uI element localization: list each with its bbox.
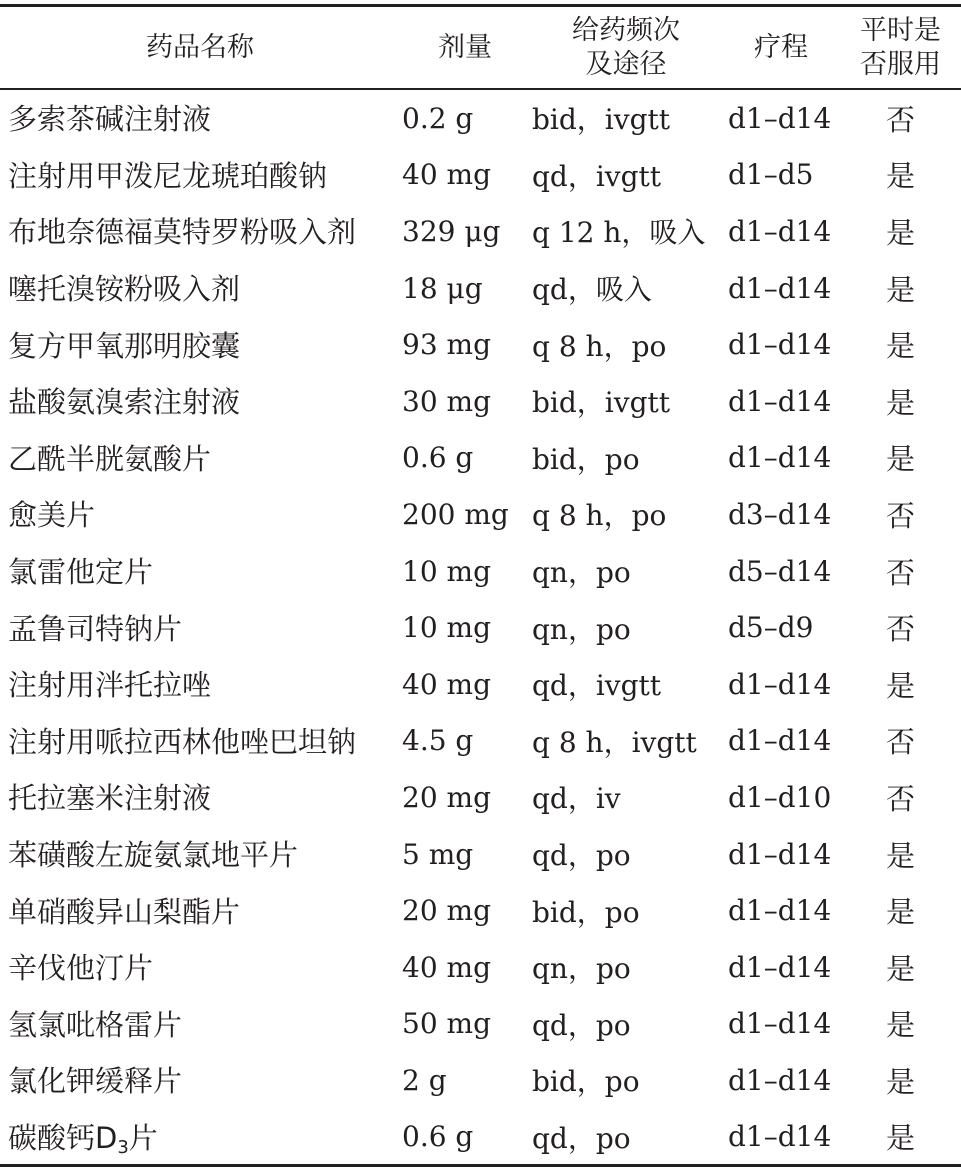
frequency-route-cell xyxy=(530,1109,722,1166)
frequency-route-cell xyxy=(530,713,722,770)
drug-name-cell xyxy=(0,1052,400,1109)
usual-use-value: 是 xyxy=(885,1064,915,1099)
drug-name: 氯化钾缓释片 xyxy=(8,1064,183,1099)
dose-cell xyxy=(400,882,530,939)
dose-cell xyxy=(400,89,530,147)
usual-use-value: 否 xyxy=(885,612,915,647)
frequency-route-value: q 12 h，吸入 xyxy=(532,216,706,250)
drug-name: 氢氯吡格雷片 xyxy=(8,1007,183,1042)
dose-value: 40 mg xyxy=(402,950,492,984)
course-cell xyxy=(722,89,840,147)
table-row xyxy=(0,826,961,883)
dose-value: 0.6 g xyxy=(402,441,474,475)
table-row xyxy=(0,656,961,713)
course-value: d3–d14 xyxy=(728,497,832,531)
dose-value: 5 mg xyxy=(402,837,474,871)
dose-value: 40 mg xyxy=(402,158,492,192)
frequency-route-value: qn，po xyxy=(532,952,631,986)
frequency-route-cell xyxy=(530,430,722,487)
drug-name: 单硝酸异山梨酯片 xyxy=(8,894,241,929)
usual-use-value: 否 xyxy=(885,725,915,760)
usual-use-cell xyxy=(840,656,961,713)
table-row xyxy=(0,373,961,430)
drug-name-cell xyxy=(0,826,400,883)
course-value: d1–d14 xyxy=(728,1007,832,1041)
frequency-route-value: bid，ivgtt xyxy=(532,386,671,420)
dose-cell xyxy=(400,713,530,770)
course-value: d1–d14 xyxy=(728,101,832,135)
course-cell xyxy=(722,1109,840,1166)
course-value: d1–d14 xyxy=(728,950,832,984)
frequency-route-cell xyxy=(530,939,722,996)
drug-name-cell xyxy=(0,203,400,260)
usual-use-value: 否 xyxy=(885,102,915,137)
table-row xyxy=(0,996,961,1053)
drug-name-cell xyxy=(0,1109,400,1166)
course-value: d1–d5 xyxy=(728,158,814,192)
drug-name: 复方甲氧那明胶囊 xyxy=(8,328,241,363)
drug-name: 氯雷他定片 xyxy=(8,555,154,590)
usual-use-value: 是 xyxy=(885,272,915,307)
dose-cell xyxy=(400,769,530,826)
usual-use-cell xyxy=(840,486,961,543)
frequency-route-value: qd，po xyxy=(532,1121,631,1155)
dose-cell xyxy=(400,316,530,373)
header-frequency-line1: 给药频次 xyxy=(572,15,680,46)
dose-value: 0.6 g xyxy=(402,1120,474,1154)
drug-name: 辛伐他汀片 xyxy=(8,951,154,986)
frequency-route-cell xyxy=(530,543,722,600)
dose-cell xyxy=(400,543,530,600)
frequency-route-cell xyxy=(530,656,722,713)
course-value: d1–d14 xyxy=(728,894,832,928)
drug-name-cell xyxy=(0,882,400,939)
header-drug-name-text: 药品名称 xyxy=(146,32,254,63)
dose-value: 93 mg xyxy=(402,328,492,362)
drug-name-cell xyxy=(0,486,400,543)
frequency-route-cell xyxy=(530,486,722,543)
table-row xyxy=(0,713,961,770)
usual-use-cell xyxy=(840,882,961,939)
table-row xyxy=(0,316,961,373)
frequency-route-cell xyxy=(530,147,722,204)
drug-name-cell xyxy=(0,996,400,1053)
course-cell xyxy=(722,939,840,996)
table-row xyxy=(0,882,961,939)
dose-value: 10 mg xyxy=(402,611,492,645)
drug-name-cell xyxy=(0,656,400,713)
dose-value: 4.5 g xyxy=(402,724,474,758)
dose-value: 329 μg xyxy=(402,214,501,248)
usual-use-cell xyxy=(840,89,961,147)
usual-use-cell xyxy=(840,1052,961,1109)
dose-cell xyxy=(400,1052,530,1109)
drug-name-cell xyxy=(0,373,400,430)
table-body xyxy=(0,89,961,1165)
frequency-route-value: bid，po xyxy=(532,442,640,476)
dose-cell xyxy=(400,147,530,204)
course-cell xyxy=(722,769,840,826)
usual-use-cell xyxy=(840,826,961,883)
header-row xyxy=(0,8,961,89)
frequency-route-cell xyxy=(530,316,722,373)
frequency-route-value: qd，ivgtt xyxy=(532,669,662,703)
frequency-route-value: bid，po xyxy=(532,895,640,929)
drug-name: 孟鲁司特钠片 xyxy=(8,611,183,646)
course-cell xyxy=(722,826,840,883)
usual-use-value: 是 xyxy=(885,329,915,364)
frequency-route-value: q 8 h，po xyxy=(532,329,667,363)
frequency-route-cell xyxy=(530,826,722,883)
course-cell xyxy=(722,373,840,430)
frequency-route-cell xyxy=(530,203,722,260)
usual-use-cell xyxy=(840,260,961,317)
frequency-route-value: qd，ivgtt xyxy=(532,159,662,193)
drug-name: 噻托溴铵粉吸入剂 xyxy=(8,272,241,307)
table-row xyxy=(0,1109,961,1166)
medication-table xyxy=(0,8,961,1165)
bottom-rule xyxy=(0,1164,961,1167)
header-frequency-route xyxy=(530,8,722,89)
table-row xyxy=(0,203,961,260)
drug-name-cell xyxy=(0,599,400,656)
course-value: d1–d14 xyxy=(728,1120,832,1154)
usual-use-value: 是 xyxy=(885,159,915,194)
frequency-route-value: qn，po xyxy=(532,612,631,646)
usual-use-value: 是 xyxy=(885,442,915,477)
course-cell xyxy=(722,486,840,543)
table-row xyxy=(0,1052,961,1109)
dose-value: 2 g xyxy=(402,1063,447,1097)
course-value: d1–d14 xyxy=(728,667,832,701)
header-usual-line1: 平时是 xyxy=(860,15,941,46)
usual-use-cell xyxy=(840,939,961,996)
course-cell xyxy=(722,260,840,317)
drug-name-cell xyxy=(0,713,400,770)
frequency-route-value: qd，po xyxy=(532,839,631,873)
usual-use-cell xyxy=(840,769,961,826)
drug-name: 苯磺酸左旋氨氯地平片 xyxy=(8,838,299,873)
drug-name-cell xyxy=(0,543,400,600)
top-rule xyxy=(0,4,961,7)
course-cell xyxy=(722,543,840,600)
drug-name: 注射用甲泼尼龙琥珀酸钠 xyxy=(8,158,328,193)
table-row xyxy=(0,260,961,317)
header-dose xyxy=(400,8,530,89)
dose-cell xyxy=(400,1109,530,1166)
dose-cell xyxy=(400,826,530,883)
dose-cell xyxy=(400,430,530,487)
frequency-route-cell xyxy=(530,89,722,147)
table-header xyxy=(0,8,961,89)
table-row xyxy=(0,543,961,600)
drug-name: 乙酰半胱氨酸片 xyxy=(8,441,212,476)
dose-value: 40 mg xyxy=(402,667,492,701)
frequency-route-value: qd，iv xyxy=(532,782,621,816)
course-cell xyxy=(722,430,840,487)
usual-use-value: 是 xyxy=(885,838,915,873)
frequency-route-cell xyxy=(530,260,722,317)
course-value: d1–d14 xyxy=(728,214,832,248)
frequency-route-value: qn，po xyxy=(532,556,631,590)
dose-cell xyxy=(400,260,530,317)
drug-name-cell xyxy=(0,260,400,317)
usual-use-cell xyxy=(840,543,961,600)
usual-use-value: 是 xyxy=(885,895,915,930)
table-row xyxy=(0,147,961,204)
usual-use-cell xyxy=(840,430,961,487)
course-cell xyxy=(722,713,840,770)
header-course xyxy=(722,8,840,89)
usual-use-value: 是 xyxy=(885,1121,915,1156)
dose-value: 200 mg xyxy=(402,497,509,531)
frequency-route-value: q 8 h，ivgtt xyxy=(532,725,697,759)
drug-name-cell xyxy=(0,769,400,826)
usual-use-cell xyxy=(840,316,961,373)
table-row xyxy=(0,769,961,826)
drug-name: 布地奈德福莫特罗粉吸入剂 xyxy=(8,215,357,250)
course-cell xyxy=(722,1052,840,1109)
frequency-route-cell xyxy=(530,1052,722,1109)
drug-name-subscript: 3 xyxy=(117,1136,129,1158)
course-value: d1–d14 xyxy=(728,328,832,362)
dose-cell xyxy=(400,996,530,1053)
usual-use-value: 是 xyxy=(885,385,915,420)
drug-name-cell xyxy=(0,939,400,996)
frequency-route-value: qd，吸入 xyxy=(532,273,652,307)
frequency-route-value: qd，po xyxy=(532,1008,631,1042)
table-row xyxy=(0,430,961,487)
course-value: d1–d10 xyxy=(728,780,832,814)
course-value: d1–d14 xyxy=(728,384,832,418)
drug-name: 盐酸氨溴索注射液 xyxy=(8,385,241,420)
course-value: d1–d14 xyxy=(728,837,832,871)
table-row xyxy=(0,599,961,656)
course-value: d1–d14 xyxy=(728,271,832,305)
drug-name-cell xyxy=(0,147,400,204)
usual-use-value: 否 xyxy=(885,555,915,590)
drug-name: 注射用哌拉西林他唑巴坦钠 xyxy=(8,724,357,759)
dose-value: 30 mg xyxy=(402,384,492,418)
usual-use-value: 是 xyxy=(885,951,915,986)
frequency-route-value: bid，ivgtt xyxy=(532,103,671,137)
table-row xyxy=(0,89,961,147)
drug-name-cell xyxy=(0,89,400,147)
usual-use-value: 是 xyxy=(885,215,915,250)
header-usual-line2: 否服用 xyxy=(860,49,941,80)
course-cell xyxy=(722,203,840,260)
course-value: d1–d14 xyxy=(728,1063,832,1097)
header-frequency-line2: 及途径 xyxy=(585,49,667,80)
usual-use-cell xyxy=(840,599,961,656)
frequency-route-value: bid，po xyxy=(532,1065,640,1099)
course-cell xyxy=(722,996,840,1053)
course-value: d5–d14 xyxy=(728,554,832,588)
table-row xyxy=(0,486,961,543)
frequency-route-value: q 8 h，po xyxy=(532,499,667,533)
usual-use-value: 否 xyxy=(885,781,915,816)
usual-use-cell xyxy=(840,713,961,770)
dose-value: 0.2 g xyxy=(402,101,474,135)
dose-value: 50 mg xyxy=(402,1007,492,1041)
header-usual-use xyxy=(840,8,961,89)
dose-cell xyxy=(400,656,530,713)
course-value: d5–d9 xyxy=(728,611,814,645)
dose-cell xyxy=(400,599,530,656)
dose-cell xyxy=(400,486,530,543)
table-row xyxy=(0,939,961,996)
usual-use-value: 是 xyxy=(885,668,915,703)
course-cell xyxy=(722,316,840,373)
usual-use-cell xyxy=(840,373,961,430)
frequency-route-cell xyxy=(530,996,722,1053)
usual-use-cell xyxy=(840,147,961,204)
frequency-route-cell xyxy=(530,599,722,656)
usual-use-value: 否 xyxy=(885,498,915,533)
frequency-route-cell xyxy=(530,769,722,826)
usual-use-cell xyxy=(840,1109,961,1166)
dose-value: 10 mg xyxy=(402,554,492,588)
frequency-route-cell xyxy=(530,373,722,430)
frequency-route-cell xyxy=(530,882,722,939)
usual-use-cell xyxy=(840,203,961,260)
dose-value: 20 mg xyxy=(402,780,492,814)
dose-cell xyxy=(400,939,530,996)
usual-use-value: 是 xyxy=(885,1008,915,1043)
drug-name: 愈美片 xyxy=(8,498,96,533)
drug-name: 碳酸钙D xyxy=(8,1120,118,1155)
course-cell xyxy=(722,882,840,939)
course-cell xyxy=(722,656,840,713)
drug-name: 托拉塞米注射液 xyxy=(8,781,212,816)
dose-cell xyxy=(400,203,530,260)
drug-name-tail: 片 xyxy=(128,1120,158,1155)
drug-name: 注射用泮托拉唑 xyxy=(8,668,212,703)
header-dose-text: 剂量 xyxy=(438,32,492,63)
header-course-text: 疗程 xyxy=(754,32,808,63)
dose-cell xyxy=(400,373,530,430)
header-drug-name xyxy=(0,8,400,89)
course-value: d1–d14 xyxy=(728,724,832,758)
drug-name: 多索茶碱注射液 xyxy=(8,102,212,137)
drug-name-cell xyxy=(0,430,400,487)
course-cell xyxy=(722,147,840,204)
course-value: d1–d14 xyxy=(728,441,832,475)
course-cell xyxy=(722,599,840,656)
usual-use-cell xyxy=(840,996,961,1053)
dose-value: 18 μg xyxy=(402,271,483,305)
dose-value: 20 mg xyxy=(402,894,492,928)
drug-name-cell xyxy=(0,316,400,373)
